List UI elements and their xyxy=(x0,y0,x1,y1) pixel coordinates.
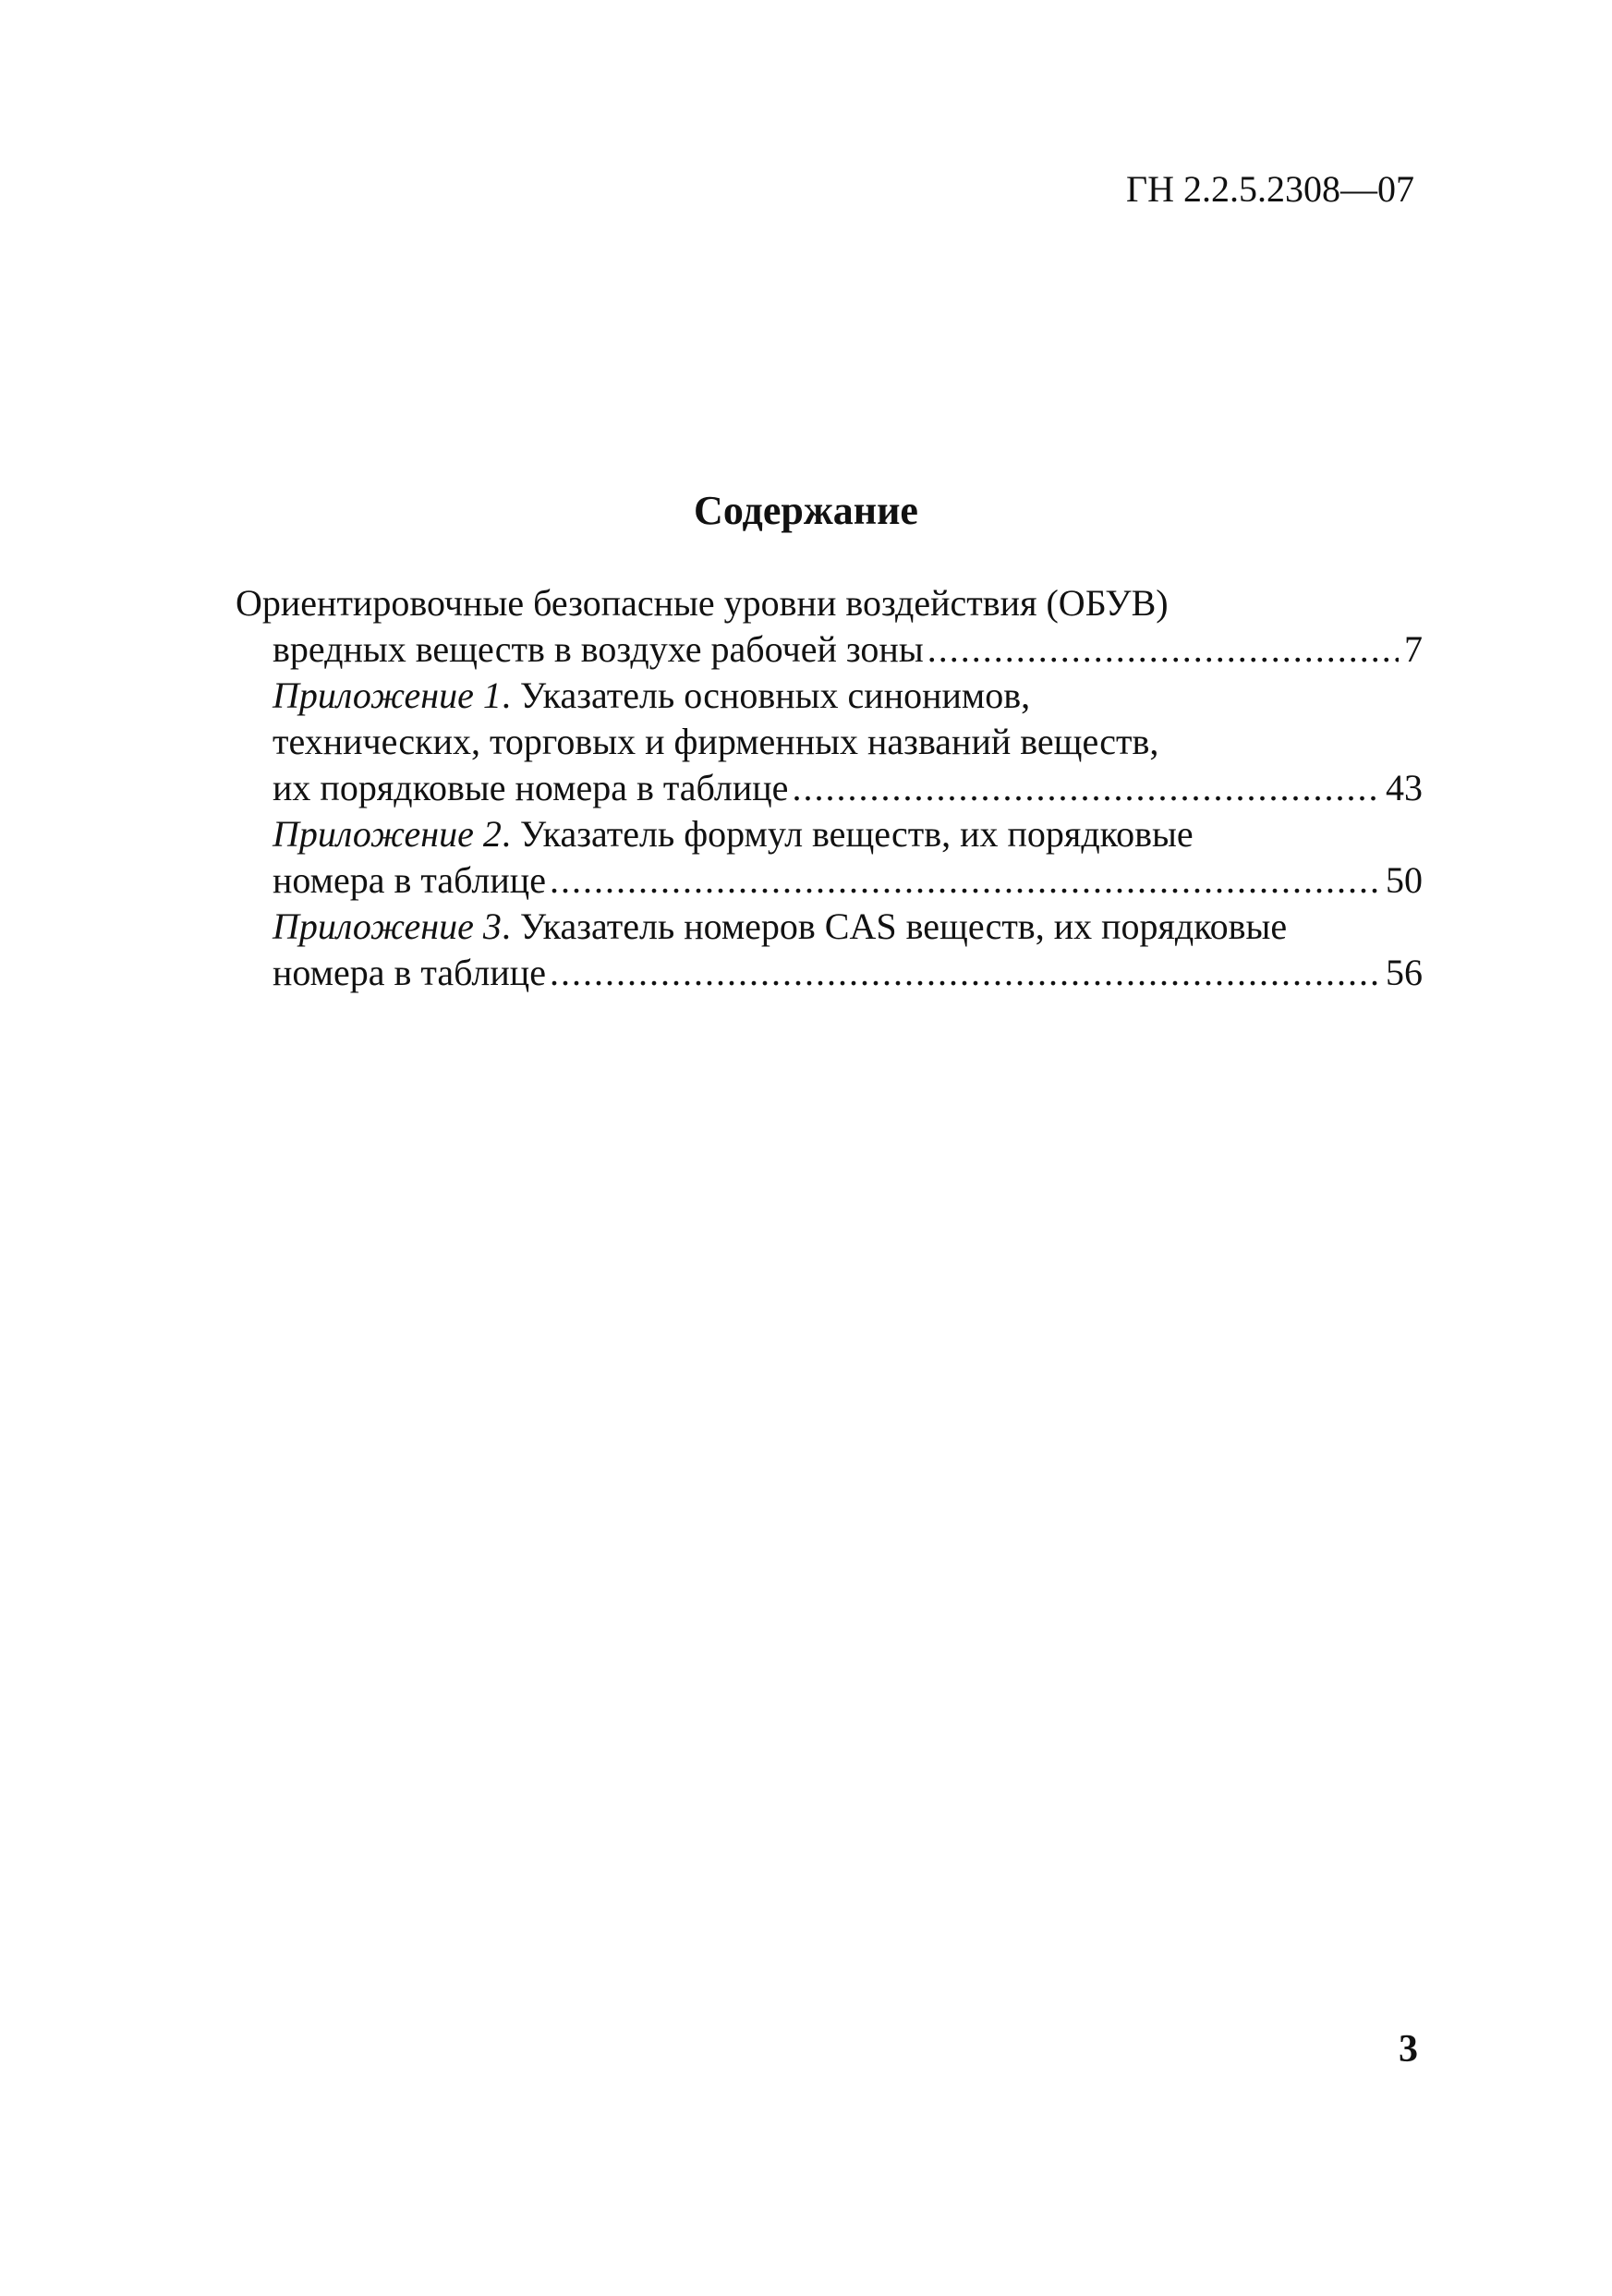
appendix2-label: Приложение 2 xyxy=(273,813,502,855)
toc-entry-appendix1-last-line xyxy=(236,765,1423,811)
toc-entry-appendix3[interactable] xyxy=(236,904,1423,996)
toc-entry-appendix3-last-line xyxy=(236,950,1423,996)
toc-entry-appendix1[interactable] xyxy=(236,673,1423,811)
document-code: ГН 2.2.5.2308—07 xyxy=(1125,168,1414,210)
appendix2-line1-rest: . Указатель формул веществ, их порядковые xyxy=(501,813,1194,855)
toc-entry-appendix3-line2: номера в таблице xyxy=(273,952,546,993)
toc-entry-appendix2-last-line xyxy=(236,857,1423,904)
toc-entry-main-last-line xyxy=(236,626,1423,673)
page-number: 3 xyxy=(1399,2028,1418,2071)
dot-leader xyxy=(924,626,1399,673)
appendix1-label: Приложение 1 xyxy=(273,674,502,716)
toc-entry-appendix1-page: 43 xyxy=(1386,767,1423,808)
toc-entry-appendix2-page: 50 xyxy=(1386,859,1423,901)
toc-entry-appendix1-line2: технических, торговых и фирменных названий веществ, xyxy=(273,721,1159,762)
dot-leader xyxy=(788,765,1380,811)
appendix1-line1-rest: . Указатель основных синонимов, xyxy=(501,674,1031,716)
toc-entry-main-page: 7 xyxy=(1404,628,1423,670)
toc-entry-appendix3-page: 56 xyxy=(1386,952,1423,993)
toc-entry-main[interactable] xyxy=(236,580,1423,673)
toc-entry-appendix1-line1 xyxy=(236,673,1423,719)
toc-entry-appendix1-line3: их порядковые номера в таблице xyxy=(273,767,789,808)
toc-entry-main-line2: вредных веществ в воздухе рабочей зоны xyxy=(273,628,924,670)
dot-leader xyxy=(546,950,1380,996)
toc-entry-appendix2-line2: номера в таблице xyxy=(273,859,546,901)
appendix3-label: Приложение 3 xyxy=(273,905,502,947)
dot-leader xyxy=(546,857,1380,904)
toc-title: Содержание xyxy=(694,488,918,533)
toc-entry-appendix3-line1 xyxy=(236,904,1423,950)
toc-entry-appendix2[interactable] xyxy=(236,811,1423,904)
table-of-contents xyxy=(236,580,1423,996)
toc-entry-appendix2-line1 xyxy=(236,811,1423,857)
toc-entry-main-line1: Ориентировочные безопасные уровни воздействия (ОБУВ) xyxy=(236,582,1169,624)
appendix3-line1-rest: . Указатель номеров CAS веществ, их порядковые xyxy=(501,905,1288,947)
